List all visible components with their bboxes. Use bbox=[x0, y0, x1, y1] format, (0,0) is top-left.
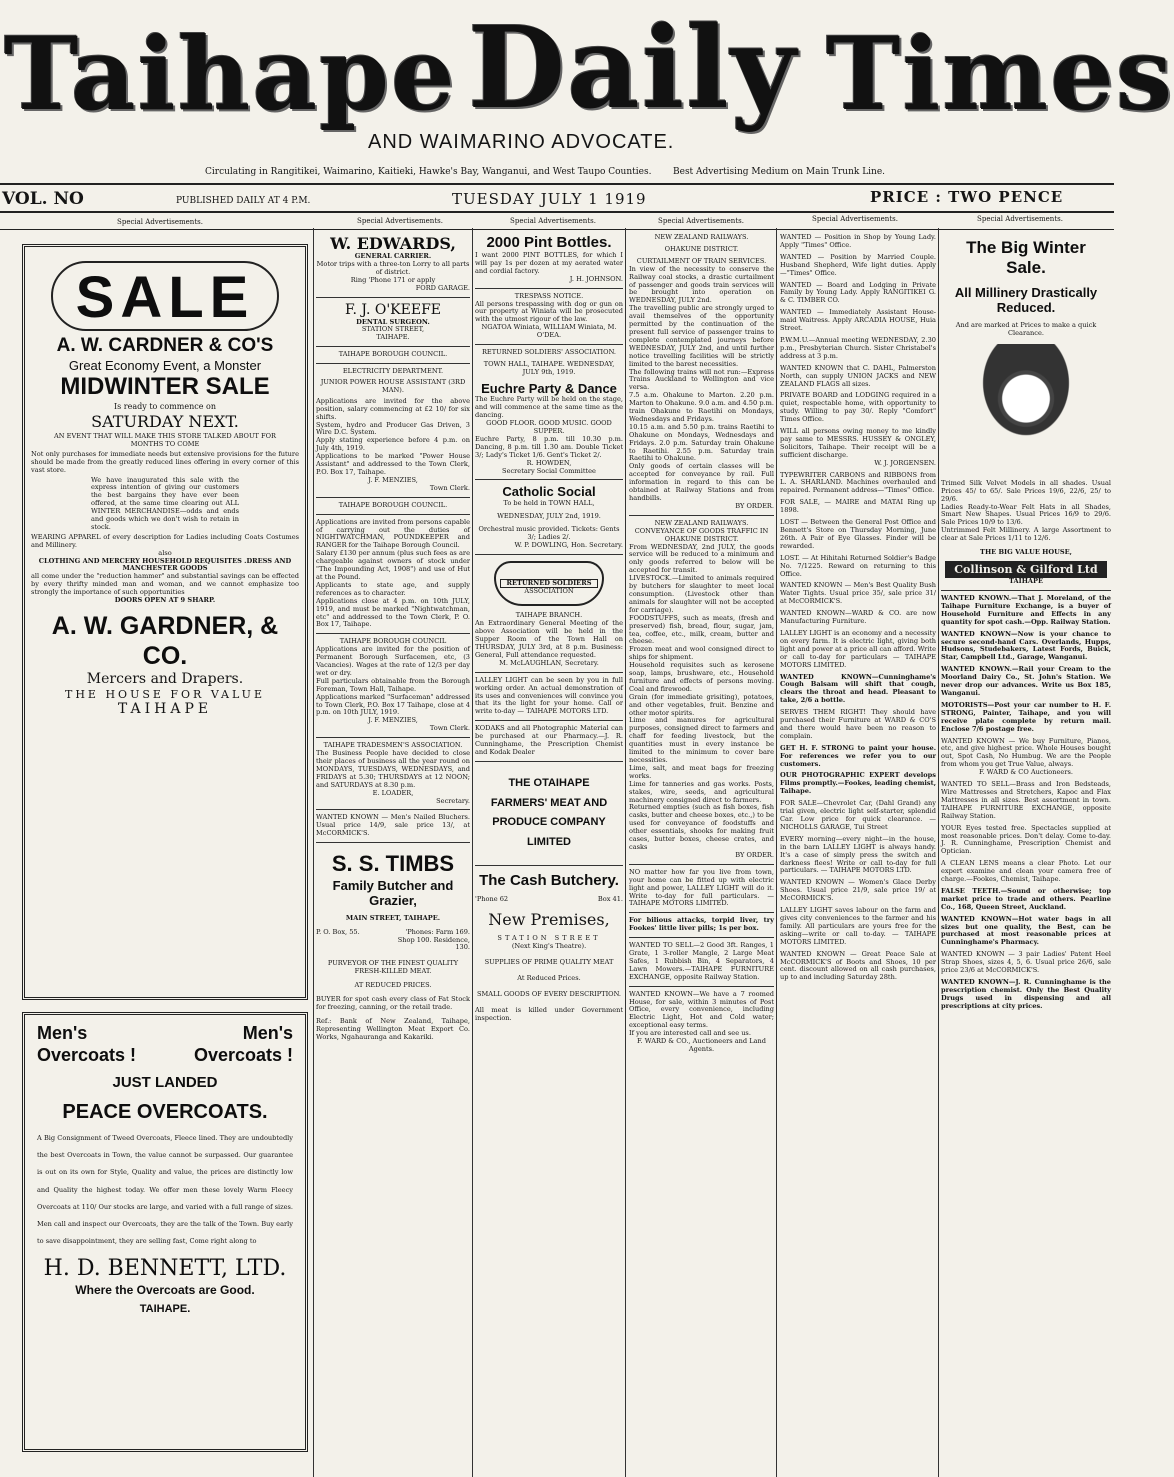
text: GOOD FLOOR. GOOD MUSIC. GOOD SUPPER. bbox=[486, 419, 612, 435]
text: 'Phones: Farm 169. Shop 100. Residence, 130. bbox=[397, 927, 470, 952]
best-medium: Best Advertising Medium on Main Trunk Line. bbox=[673, 167, 886, 177]
sale-banner: SALE bbox=[51, 261, 279, 331]
timbs-heading: S. S. TIMBS bbox=[331, 851, 455, 877]
text: BUYER for spot cash every class of Fat Stock for freezing, canning, or the retail trade. bbox=[316, 995, 470, 1011]
text: 'Phone 62 bbox=[475, 895, 509, 904]
text: MAIN STREET, TAIHAPE. bbox=[345, 913, 441, 922]
classified: W. J. JORGENSEN. bbox=[874, 458, 936, 467]
text: At Reduced Prices. bbox=[517, 973, 581, 982]
masthead-subtitle: AND WAIMARINO ADVOCATE. bbox=[368, 131, 675, 153]
issue-date: TUESDAY JULY 1 1919 bbox=[452, 190, 647, 208]
text: NGATOA Winiata, WILLIAM Winiata, M. O'DEA. bbox=[481, 323, 617, 340]
taihape-label: TAIHAPE bbox=[117, 700, 213, 717]
classified: WANTED KNOWN — 3 pair Ladies' Patent Heel Strap Shoes, sizes 4, 5, 6. Usual price 26/6, sale price 23/6 at McCORMICK'S. bbox=[941, 950, 1111, 975]
text: FORD GARAGE. bbox=[415, 283, 470, 292]
text: The Business People have decided to close their places of business all the year round on MONDAYS, TUESDAYS, WEDNESDAYS, and FRIDAYS at 5.30; THURSDAYS at 12 NOON; and SATURDAYS at 8.30 p.m. bbox=[316, 749, 470, 789]
text: DENTAL SURGEON. bbox=[356, 317, 430, 326]
text: WANTED KNOWN — Men's Nailed Bluchers. Usual price 14/9, sale price 13/, at McCORMICK'S. bbox=[316, 813, 470, 838]
text: Lime and manures for agricultural purposes, consigned direct to farmers and chaff for feeding livestock, but the quantities must in every instance be limited to the minimum to cover bare necessities. bbox=[629, 716, 774, 764]
classified: FOR SALE, — MAIRE and MATAI Ring up 1898. bbox=[780, 498, 936, 515]
text: System, hydro and Producer Gas Driven, 3 Wire D.C. System. bbox=[316, 420, 470, 437]
okeefe-heading: F. J. O'KEEFE bbox=[344, 301, 442, 318]
gardner-footer: A. W. GARDNER, & CO. bbox=[51, 612, 279, 670]
classified: WANTED KNOWN.—Rail your Cream to the Moorland Dairy Co., St. John's Station. We never drop our advances. Write us Box 185, Wanganui. bbox=[941, 665, 1111, 697]
text: For bilious attacks, torpid liver, try Fookes' little liver pills; 1s per box. bbox=[629, 916, 774, 933]
mens-heading: Men's bbox=[242, 1023, 293, 1043]
text: 7.5 a.m. Ohakune to Marton. 2.20 p.m. Marton to Ohakune. 9.0 a.m. and 4.50 p.m. train Ohakune to Raetihi on Mondays, Wednesdays and Fridays. bbox=[629, 391, 774, 423]
text: Trimed Silk Velvet Models in all shades. Usual Prices 45/ to 65/. Sale Prices 19/6, 22/6, 25/ to 29/6. bbox=[941, 478, 1111, 503]
text: PURVEYOR OF THE FINEST QUALITY FRESH-KILLED MEAT. bbox=[327, 959, 459, 976]
text: Motor trips with a three-ton Lorry to all parts of district. bbox=[316, 260, 470, 276]
classified: MOTORISTS—Post your car number to H. F. STRONG, Painter, Taihape, and you will receive plate complete by return mail. Enclose 7/6 postage free. bbox=[941, 700, 1111, 733]
classified: SERVES THEM RIGHT! They should have purchased their Furniture at WARD & CO'S and there would have been no reason to complain. bbox=[780, 708, 936, 740]
text: NO matter how far you live from town, your home can be fitted up with electric light and power, LALLEY LIGHT will do it. Write to-day for full particulars. — TAIHAPE MOTORS LIMITED. bbox=[629, 867, 774, 908]
column-3 bbox=[475, 234, 623, 1477]
text: 10.15 a.m. and 5.50 p.m. trains Raetihi to Ohakune on Mondays, Wednesdays and Fridays. 2.0 p.m. Saturday train Ohakune to Raetihi. 2.55 p.m. Saturday train Raetihi to Ohakune. bbox=[629, 422, 774, 463]
overcoat-text: A Big Consignment of Tweed Overcoats, Fleece lined. They are undoubtedly the best Overcoats in Town, the value cannot be surpassed. Our guarantee is out on its own for Style, Quality and value, the prices are distinctly low and Quality the highest today. We offer men these lovely Warm Fleecy Overcoats at 110/ Our stocks are large, and varied with a full range of sizes. Men call and inspect our Overcoats, they are the talk of the Town. Buy early to save disappointment, they are selling fast, Come right along to bbox=[37, 1134, 293, 1246]
sale-text: all come under the "reduction hammer" and substantial savings can be effected by every thrifty minded man and woman, and we cannot emphasize too strongly the importance of such opportunities bbox=[31, 572, 299, 597]
text: Applications are invited for the above position, salary commencing at £2 10/ for six shifts. bbox=[316, 396, 470, 421]
text: Returned empties (such as fish boxes, fish casks, butter and cheese boxes, etc.,) to be used for conveyance of foodstuffs and other essentials, shooks for making fruit cases, butter boxes, cheese crates, and casks bbox=[629, 803, 774, 851]
text: KODAKS and all Photographic Material can be purchased at our Pharmacy.—J. R. Cunninghame, the Prescription Chemist and Kodak Dealer bbox=[475, 724, 623, 756]
text: Ring 'Phone 171 or apply bbox=[350, 275, 436, 284]
text: WEDNESDAY, JULY 2nd, 1919. bbox=[497, 511, 601, 520]
council-heading: TAIHAPE BOROUGH COUNCIL bbox=[339, 637, 447, 646]
text: Ladies Ready-to-Wear Felt Hats in all Shades, Smart New Shapes. Usual Prices 16/9 to 29/6. Sale Prices 10/9 to 13/6. bbox=[941, 502, 1111, 527]
text: (Next King's Theatre). bbox=[511, 942, 587, 951]
masthead-times: Times bbox=[826, 15, 1174, 133]
bennett-slogan: Where the Overcoats are Good. bbox=[75, 1282, 255, 1297]
classified: P.W.M.U.—Annual meeting WEDNESDAY, 2.30 p.m., Presbyterian Church. Sister Christabel's address at 3 p.m. bbox=[780, 335, 936, 360]
text: I want 2000 PINT BOTTLES, for which I will pay 1s per dozen at my aerated water and cordial factory. bbox=[475, 251, 623, 275]
classified: LALLEY LIGHT is an economy and a necessity on every farm. It is electric light, giving both light and power at a price all can afford. Write or call to-day for particulars — TAIHAPE MOTORS LIMITED. bbox=[780, 628, 936, 669]
sale-text: WEARING APPAREL of every description for Ladies including Coats Costumes and Millinery. bbox=[31, 532, 299, 549]
text: Applications are invited for the position of Permanent Borough Surfacemen, etc, (3 Vacancies). Wages at the rate of 12/3 per day wet or dry. bbox=[316, 645, 470, 677]
house-value: THE HOUSE FOR VALUE bbox=[65, 687, 265, 701]
text: STATION STREET bbox=[497, 934, 601, 943]
masthead-daily: Daily bbox=[468, 3, 798, 134]
overcoats-heading: Overcoats ! bbox=[37, 1044, 137, 1065]
text: To be held in TOWN HALL, bbox=[503, 499, 595, 508]
text: STATION STREET, bbox=[361, 325, 425, 334]
classified: WILL all persons owing money to me kindly pay same to MESSRS. HUSSEY & ONGLEY, Solicitors, Taihape. Their receipt will be a sufficient discharge. bbox=[780, 427, 936, 459]
text: ELECTRICITY DEPARTMENT. bbox=[342, 367, 444, 376]
gardner-name: A. W. CARDNER & CO'S bbox=[56, 335, 274, 356]
classified: WANTED KNOWN—J. R. Cunninghame is the prescription chemist. Only the Best Quality Drugs used in dispensing and all prescriptions at city prices. bbox=[941, 978, 1111, 1010]
butchery-heading: The Cash Butchery. bbox=[479, 872, 619, 890]
circulation: Circulating in Rangitikei, Waimarino, Kaitieki, Hawke's Bay, Wanganui, and West Taupo Counties. bbox=[205, 167, 652, 177]
classified: WANTED — Position in Shop by Young Lady. Apply "Times" Office. bbox=[780, 233, 936, 249]
column-6 bbox=[941, 234, 1111, 1477]
millinery-heading: All Millinery Drastically Reduced. bbox=[954, 284, 1098, 316]
text: M. McLAUGHLAN, Secretary. bbox=[499, 658, 599, 667]
classified: F. WARD & CO Auctioneers. bbox=[979, 768, 1073, 777]
text: Ref.: Bank of New Zealand, Taihape, Representing Wellington Meat Export Co. Works, Ngahauranga and Kakariki. bbox=[316, 1016, 470, 1041]
text: TAIHAPE. bbox=[376, 333, 410, 342]
column-5 bbox=[780, 234, 936, 1477]
badge-text: RETURNED SOLDIERS bbox=[500, 579, 598, 589]
text: CONVEYANCE OF GOODS TRAFFIC IN OHAKUNE DISTRICT. bbox=[634, 526, 769, 543]
text: Box 41. bbox=[597, 895, 623, 904]
text: An Extraordinary General Meeting of the above Association will be held in the Supper Room of the Town Hall on THURSDAY, JULY 3rd, at 8 p.m. Business: General, Full attendance requested. bbox=[475, 619, 623, 659]
text: If you are interested call and see us. bbox=[629, 1029, 751, 1038]
text: Town Clerk. bbox=[429, 483, 470, 492]
text: LIVESTOCK.—Limited to animals required by butchers for slaughter to meet local consumption. (Livestock other than animals for slaughter will not be accepted for carriage). bbox=[629, 574, 774, 614]
classified: GET H. F. STRONG to paint your house. For references we refer you to our customers. bbox=[780, 743, 936, 768]
text: Salary £130 per annum (plus such fees as are chargeable against owners of stock under "The Impounding Act, 1908") and use of Hut at the Pound. bbox=[316, 549, 470, 581]
sale-text: Not only purchases for immediate needs but extensive provisions for the future should be made from the greatly reduced lines offering in every corner of this vast store. bbox=[31, 449, 299, 474]
text: Applications close at 4 p.m. on 10th JULY, 1919, and must be marked "Nightwatchman, etc" and addressed to the Town Clerk, P. O. Box 17, Taihape. bbox=[316, 596, 470, 629]
text: W. P. DOWLING, Hon. Secretary. bbox=[514, 540, 623, 549]
text: J. F. MENZIES, bbox=[368, 475, 418, 484]
text: Apply stating experience before 4 p.m. on July 4th, 1919. bbox=[316, 436, 470, 453]
price: PRICE : TWO PENCE bbox=[870, 188, 1064, 206]
text: WANTED TO SELL—2 Good 3ft. Ranges, 1 Grate, 1 3-roller Mangle, 2 Large Meat Safes, 1 Rubbish Bin, 4 Separators, 4 Lawn Mowers.—TAIHAPE FURNITURE EXCHANGE, opposite Railway Station. bbox=[629, 941, 774, 981]
text: SMALL GOODS OF EVERY DESCRIPTION. bbox=[476, 989, 622, 998]
text: And are marked at Prices to make a quick Clearance. bbox=[955, 320, 1097, 337]
edwards-heading: W. EDWARDS, bbox=[330, 234, 456, 253]
classified: A CLEAN LENS means a clear Photo. Let our expert examine and clean your camera free of charge.—Fookes, Chemist, Taihape. bbox=[941, 859, 1111, 884]
masthead-taihape: Taihape bbox=[4, 15, 457, 133]
peace-overcoats: PEACE OVERCOATS. bbox=[62, 1101, 268, 1124]
text: In view of the necessity to conserve the Railway coal stocks, a drastic curtailment of passenger and goods train services will be brought into operation on WEDNESDAY, JULY 2nd. bbox=[629, 264, 774, 305]
timbs-sub: Family Butcher and Grazier, bbox=[332, 877, 454, 909]
sale-subheading: Great Economy Event, a Monster bbox=[68, 357, 262, 373]
council-heading: TAIHAPE BOROUGH COUNCIL. bbox=[338, 500, 448, 509]
text: NEW ZEALAND RAILWAYS. bbox=[654, 233, 749, 241]
classified: EVERY morning—every night—in the house, in the barn LALLEY LIGHT is always handy. It's a case of simply press the switch and darkness flees! Write or call to-day for full particulars. — TAIHAPE MOTORS LTD. bbox=[780, 834, 936, 875]
text: WANTED KNOWN—We have a 7 roomed House, for sale, within 3 minutes of Post Office, every convenience, including Electric Light, Hot and Cold water; exceptional easy terms. bbox=[629, 989, 774, 1030]
text: TAIHAPE BRANCH. bbox=[515, 611, 583, 620]
classified: TYPEWRITER CARBONS and RIBBONS from L. A. SHARLAND. Machines overhauled and repaired. Permanent address—"Times" Office. bbox=[780, 470, 936, 495]
pint-heading: 2000 Pint Bottles. bbox=[486, 234, 612, 251]
classified: WANTED KNOWN — Women's Glace Derby Shoes. Usual price 21/9, sale price 19/ at McCORMICK'S. bbox=[780, 878, 936, 903]
text: J. H. JOHNSON. bbox=[569, 274, 623, 283]
midwinter-sale: MIDWINTER SALE bbox=[60, 373, 270, 401]
text: R. HOWDEN, bbox=[526, 458, 572, 467]
council-heading: TAIHAPE BOROUGH COUNCIL. bbox=[338, 350, 448, 359]
text: J. F. MENZIES, bbox=[368, 716, 418, 725]
text: Household requisites such as kerosene soap, lamps, brushware, etc., Household furniture and effects of persons moving. Coal and firewood. bbox=[629, 661, 774, 693]
mens-heading: Men's bbox=[37, 1023, 88, 1043]
mercers: Mercers and Drapers. bbox=[86, 671, 244, 687]
euchre-heading: Euchre Party & Dance bbox=[481, 380, 617, 396]
text: The travelling public are strongly urged to avail themselves of the opportunity permitted by the continuation of the present full service of passenger trains to complete contemplated journeys before WEDNESDAY, JULY 2nd, and until further notice travelling facilities will be strictly limited to the barest necessities. bbox=[629, 304, 774, 368]
classified: OUR PHOTOGRAPHIC EXPERT develops Films promptly.—Fookes, leading chemist, Taihape. bbox=[780, 771, 936, 796]
classified: WANTED — Board and Lodging in Private Family by Young Lady. Apply RANGITIKEI G. & C. TIMBER CO. bbox=[780, 280, 936, 305]
social-heading: Catholic Social bbox=[502, 484, 596, 500]
text: Euchre Party, 8 p.m. till 10.30 p.m. Dancing, 8 p.m. till 1.30 am. Double Ticket 3/; Lady's Ticket 1/6. Gent's Ticket 2/. bbox=[475, 434, 623, 459]
sale-text: AN EVENT THAT WILL MAKE THIS STORE TALKED ABOUT FOR MONTHS TO COME bbox=[54, 431, 276, 448]
classified: PRIVATE BOARD and LODGING required in a quiet, respectable home, with opportunity to study. Willing to pay 30/. Reply "Comfort" Times Office. bbox=[780, 391, 936, 424]
text: Orchestral music provided. Tickets: Gents 3/; Ladies 2/. bbox=[478, 524, 620, 541]
text: AT REDUCED PRICES. bbox=[354, 981, 432, 990]
classified: WANTED KNOWN—WARD & CO. are now Manufacturing Furniture. bbox=[780, 609, 936, 626]
just-landed: JUST LANDED bbox=[112, 1074, 218, 1092]
text: All meat is killed under Government inspection. bbox=[475, 1005, 623, 1022]
text: LALLEY LIGHT can be seen by you in full working order. An actual demonstration of its uses and conveniences will convince you that its the light for your home. Call or write to-day — TAIHAPE MOTORS LTD. bbox=[475, 675, 623, 716]
text: Only goods of certain classes will be accepted for conveyance by rail. Full information in regard to this can be obtained at Railway Stations and from handbills. bbox=[629, 462, 774, 502]
text: Lime for tanneries and gas works. Posts, stakes, wire, seeds, and agricultural machinery consigned direct to farmers. bbox=[629, 779, 774, 804]
lady-hat-illustration bbox=[951, 344, 1101, 474]
badge-text: ASSOCIATION bbox=[524, 587, 574, 596]
classified: WANTED — Immediately Assistant House-maid Waitress. Apply ARCADIA HOUSE, Huia Street. bbox=[780, 308, 936, 333]
classified: WANTED — Position by Married Couple. Husband Shepherd, Wife light duties. Apply—"Times" Office. bbox=[780, 252, 936, 277]
overcoats-heading: Overcoats ! bbox=[193, 1044, 293, 1065]
text: The Euchre Party will be held on the stage, and will commence at the same time as the dancing. bbox=[475, 395, 623, 420]
carrier: GENERAL CARRIER. bbox=[354, 252, 432, 261]
classified: WANTED KNOWN — We buy Furniture, Pianos, etc, and give highest price. Whole Houses bought out, Spot Cash, No Humbug. We are the People from whom you get True Value, always. bbox=[941, 736, 1111, 769]
classified: LOST. — At Hihitahi Returned Soldier's Badge No. 7/1225. Reward on returning to this Office. bbox=[780, 553, 936, 578]
tradesmen-heading: TAIHAPE TRADESMEN'S ASSOCIATION. bbox=[323, 741, 463, 750]
text: Applications to be marked "Power House Assistant" and addressed to the Town Clerk, P.O. Box 17, Taihape. bbox=[316, 452, 470, 477]
text: JUNIOR POWER HOUSE ASSISTANT (3RD MAN). bbox=[320, 378, 466, 394]
section-label: Special Advertisements. bbox=[117, 218, 203, 226]
text: The following trains will not run:—Express Trains Auckland to Wellington and vice versa. bbox=[629, 367, 774, 392]
new-premises: New Premises, bbox=[488, 909, 610, 929]
text: Secretary. bbox=[436, 796, 470, 805]
classified: WANTED KNOWN — Great Peace Sale at McCORMICK'S of Boots and Shoes, 10 per cent. discount allowed on all cash purchases, up to and including Saturday 28th. bbox=[780, 949, 936, 982]
text: BY ORDER. bbox=[735, 501, 774, 510]
otaihape-heading: THE OTAIHAPE FARMERS' MEAT AND PRODUCE COMPANY LIMITED bbox=[490, 776, 608, 849]
big-winter-sale: The Big Winter Sale. bbox=[966, 238, 1086, 278]
text: Grain (for immediate grisiting), potatoes, and other vegetables, fruit. Benzine and other motor spirits. bbox=[629, 692, 774, 717]
bennett-town: TAIHAPE. bbox=[139, 1302, 191, 1315]
section-label: Special Advertisements. bbox=[510, 217, 596, 225]
text: Untrimmed Felt Millinery. A large Assortment to clear at Sale Prices 1/11 to 12/6. bbox=[941, 526, 1111, 543]
rsa-badge bbox=[494, 561, 604, 607]
text: P. O. Box, 55. bbox=[316, 927, 360, 936]
classified: WANTED KNOWN — Men's Best Quality Bush Water Tights. Usual price 35/, sale price 31/ at McCORMICK'S. bbox=[780, 581, 936, 606]
classified: WANTED KNOWN—Now is your chance to secure second-hand Cars. Overlands, Hupps, Hudsons, Studebakers, Latest Fords, Buick, Star, Campbell Ltd., Garage, Wanganui. bbox=[941, 629, 1111, 662]
text: Applicants to state age, and supply references as to character. bbox=[316, 580, 470, 597]
collinson-gilford-logo: Collinson & Gilford Ltd bbox=[945, 561, 1107, 578]
text: F. WARD & CO., Auctioneers and Land Agents. bbox=[637, 1037, 766, 1053]
classified: WANTED KNOWN that C. DAHL, Palmerston North, can supply UNION JACKS and NEW ZEALAND FLAGS all sizes. bbox=[780, 363, 936, 388]
text: TAIHAPE bbox=[1008, 577, 1044, 586]
section-label: Special Advertisements. bbox=[977, 215, 1063, 223]
gardner-sale-ad bbox=[22, 244, 308, 1000]
text: TRESPASS NOTICE. bbox=[514, 291, 584, 300]
text: FOODSTUFFS, such as meats, (fresh and preserved) fish, bread, flour, sugar, jam, tea, coffee, etc., milk, cream, butter and cheese. bbox=[629, 613, 774, 646]
sale-text: also bbox=[158, 548, 172, 557]
classified: WANTED TO SELL—Brass and Iron Bedsteads, Wire Mattresses and Stretchers, Kapoc and Flax Mattresses in all sizes. Best assortment in town. TAIHAPE FURNITURE EXCHANGE, opposite Railway Station. bbox=[941, 780, 1111, 820]
text: CURTAILMENT OF TRAIN SERVICES. bbox=[636, 256, 767, 265]
sale-text: We have inaugurated this sale with the express intention of giving our customers the best bargains they have ever been offered, at the same time clearing out ALL WINTER MERCHANDISE—odds and ends and goods which we don't wish to retain in stock. bbox=[91, 475, 239, 531]
text: TOWN HALL, TAIHAPE. WEDNESDAY, JULY 9th, 1919. bbox=[483, 359, 615, 376]
column-4 bbox=[629, 234, 774, 1477]
section-label: Special Advertisements. bbox=[357, 217, 443, 225]
doors-open: DOORS OPEN AT 9 SHARP. bbox=[114, 596, 216, 605]
text: Secretary Social Committee bbox=[502, 466, 596, 475]
text: BY ORDER. bbox=[735, 850, 774, 859]
section-label: Special Advertisements. bbox=[658, 217, 744, 225]
bennett-overcoat-ad bbox=[22, 1012, 308, 1452]
published: PUBLISHED DAILY AT 4 P.M. bbox=[176, 196, 311, 206]
text: From WEDNESDAY, 2nd JULY, the goods service will be reduced to a minimum and only goods referred to below will be accepted for transit. bbox=[629, 542, 774, 575]
section-label: Special Advertisements. bbox=[812, 215, 898, 223]
text: OHAKUNE DISTRICT. bbox=[664, 244, 739, 253]
text: SUPPLIES OF PRIME QUALITY MEAT bbox=[484, 957, 614, 966]
bennett-name: H. D. BENNETT, LTD. bbox=[43, 1256, 287, 1282]
classified: LOST — Between the General Post Office and Bennett's Store on Thursday Morning, June 26th. A Pair of Eye Glasses. Finder will be rewarded. bbox=[780, 518, 936, 550]
text: Lime, salt, and meat bags for freezing works. bbox=[629, 763, 774, 780]
classified: WANTED KNOWN—Cunninghame's Cough Balsam will shift that cough, clears the throat and head. Pleasant to take, 2/6 a bottle. bbox=[780, 672, 936, 705]
text: Applications are invited from persons capable of carrying out the duties of NIGHTWATCHMAN, POUNDKEEPER and RANGER for the Taihape Borough Council. bbox=[316, 517, 470, 550]
text: Applications marked "Surfaceman" addressed to Town Clerk, P.O. Box 17 Taihape, close at 4 p.m. on 10th JULY, 1919. bbox=[316, 692, 470, 717]
classified: LALLEY LIGHT saves labour on the farm and gives city conveniences to the farmer and his family. All particulars are yours free for the asking—write or call to-day. — TAIHAPE MOTORS LIMITED. bbox=[780, 906, 936, 946]
ready-line: Is ready to commence on bbox=[114, 402, 216, 412]
text: RETURNED SOLDIERS' ASSOCIATION. bbox=[481, 348, 617, 357]
classified: FOR SALE—Chevrolet Car, (Dahl Grand) any trial given, electric light self-starter, splendid Car. Low price for quick clearance. — NICHOLLS GARAGE, Tui Street bbox=[780, 799, 936, 831]
saturday-next: SATURDAY NEXT. bbox=[91, 411, 239, 431]
classified: FALSE TEETH.—Sound or otherwise; top market price to trade and others. Pearline Co., 168, Queen Street, Auckland. bbox=[941, 886, 1111, 911]
text: THE BIG VALUE HOUSE, bbox=[980, 548, 1072, 557]
classified: WANTED KNOWN—Hot water bags in all sizes but one quality, the Best, can be purchased at most reasonable prices at Cunninghame's Pharmacy. bbox=[941, 914, 1111, 947]
column-2 bbox=[316, 234, 470, 1477]
text: Town Clerk. bbox=[429, 724, 470, 733]
text: NEW ZEALAND RAILWAYS. bbox=[654, 518, 749, 527]
volume: VOL. NO bbox=[2, 189, 84, 209]
text: All persons trespassing with dog or gun on our property at Winiata will be prosecuted with the utmost rigour of the law. bbox=[475, 299, 623, 324]
classified: YOUR Eyes tested free. Spectacles supplied at most reasonable prices. Don't delay. Come to-day. J. R. Cunninghame, Prescription Chemist and Optician. bbox=[941, 823, 1111, 856]
classified: WANTED KNOWN.—That J. Moreland, of the Taihape Furniture Exchange, is a buyer of Household Furniture and Effects in any quantity for spot cash.—Opp. Railway Station. bbox=[941, 594, 1111, 626]
sale-text: CLOTHING AND MERCERY HOUSEHOLD REQUISITES .DRESS AND MANCHESTER GOODS bbox=[38, 556, 292, 573]
text: E. LOADER, bbox=[372, 788, 414, 797]
text: Frozen meat and wool consigned direct to ships for shipment. bbox=[629, 645, 774, 662]
text: Full particulars obtainable from the Borough Foreman, Town Hall, Taihape. bbox=[316, 676, 470, 693]
